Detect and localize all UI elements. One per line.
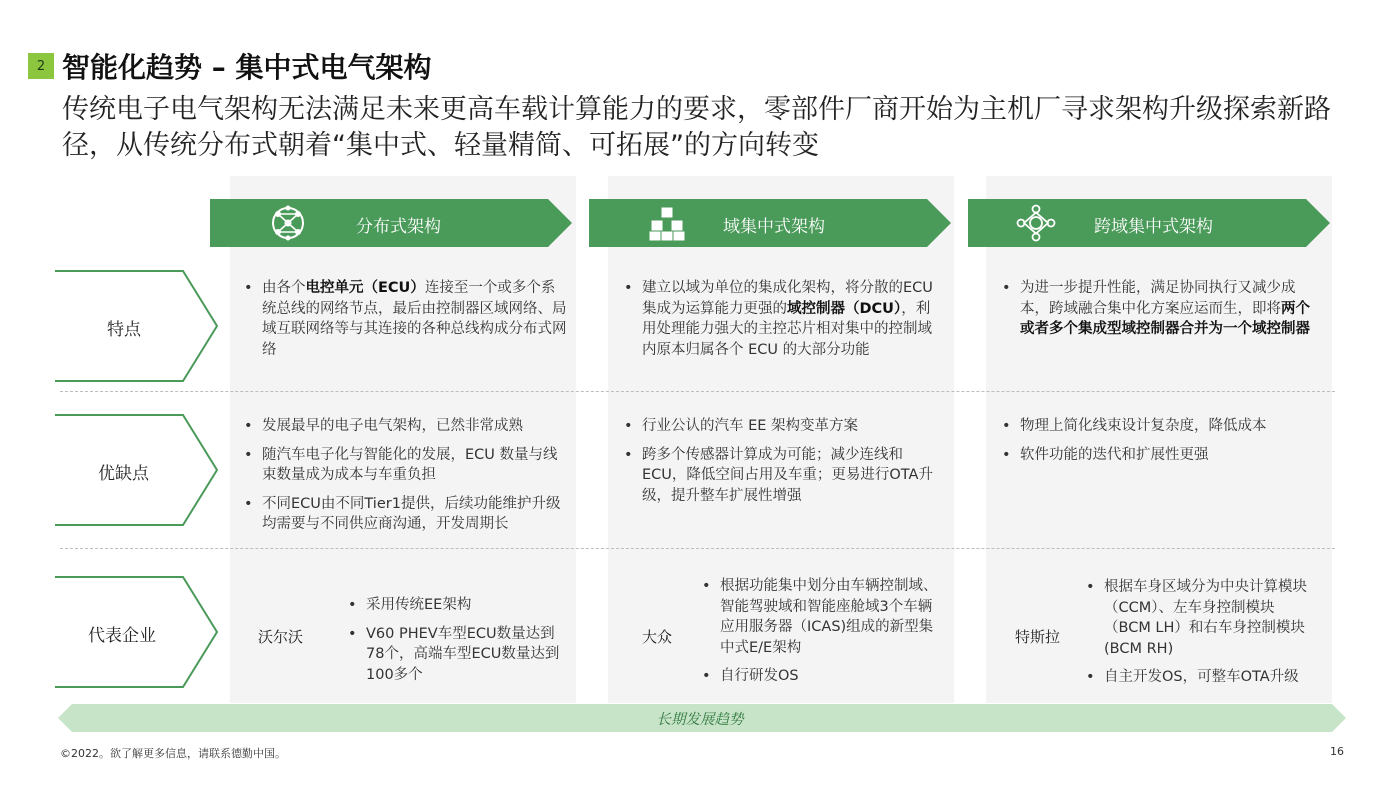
bullet-item: • 物理上简化线束设计复杂度，降低成本 (996, 416, 1322, 437)
bullet-item (996, 278, 1318, 340)
bullet-item: • 自行研发OS (696, 666, 946, 687)
column-label-cross-domain: 跨域集中式架构 (1094, 217, 1213, 237)
row-divider (60, 391, 1335, 392)
row-label-companies: 代表企业 (88, 626, 156, 646)
stacked-boxes-icon (647, 204, 687, 242)
row-label-pros-cons: 优缺点 (98, 464, 149, 484)
column-header-distributed (210, 199, 572, 247)
page-title: 智能化趋势 – 集中式电气架构 (62, 51, 432, 84)
company-name-volvo: 沃尔沃 (258, 628, 304, 646)
bullet-item: • 不同ECU由不同Tier1提供，后续功能维护升级均需要与不同供应商沟通，开发周期长 (238, 494, 568, 535)
bullet-item: • 随汽车电子化与智能化的发展，ECU 数量与线束数量成为成本与车重负担 (238, 445, 568, 486)
page-number: 16 (1330, 745, 1344, 758)
cell-features-cross-domain (996, 278, 1318, 348)
section-number-badge: 2 (28, 53, 54, 79)
cell-companies-domain (696, 576, 946, 695)
text-part: 建立以域为单位的集成化架构，将分散的ECU 集成为运算能力更强的 (642, 280, 933, 317)
connected-circles-icon (1016, 204, 1056, 242)
trend-label: 长期发展趋势 (656, 712, 744, 728)
cell-companies-distributed (342, 595, 568, 693)
bullet-item: • 软件功能的迭代和扩展性更强 (996, 445, 1322, 466)
text-part: ，利用处理能力强大的主控芯片相对集中的控制域内原本归属各个 ECU 的大部分功能 (642, 300, 932, 358)
text-emphasis: 两个或者多个集成型域控制器合并为一个域控制器 (1020, 300, 1310, 337)
cell-pros-cons-distributed (238, 416, 568, 543)
bullet-item: • 根据功能集中划分由车辆控制域、智能驾驶域和智能座舱域3个车辆应用服务器（ICAS)组成的新型集中式E/E架构 (696, 576, 946, 658)
cell-pros-cons-domain (618, 416, 944, 514)
column-header-cross-domain (968, 199, 1330, 247)
cell-features-domain (618, 278, 940, 368)
text-emphasis: 域控制器（DCU） (787, 300, 902, 317)
cell-features-distributed (238, 278, 568, 368)
company-name-volkswagen: 大众 (642, 628, 673, 646)
bullet-item: • 采用传统EE架构 (342, 595, 568, 616)
network-nodes-icon (268, 204, 308, 242)
column-label-distributed: 分布式架构 (356, 217, 441, 237)
row-divider (60, 548, 1335, 549)
text-emphasis: 电控单元（ECU） (305, 280, 425, 296)
bullet-item (238, 278, 568, 360)
bullet-item: • 自主开发OS，可整车OTA升级 (1080, 667, 1320, 688)
text-part: 为进一步提升性能，满足协同执行又减少成本，跨域融合集中化方案应运而生，即将 (1020, 280, 1296, 317)
text-part: 连接至一个或多个系统总线的网络节点，最后由控制器区域网络、局域互联网络等与其连接的各种总线构成分布式网络 (262, 280, 567, 358)
cell-pros-cons-cross-domain (996, 416, 1322, 473)
bullet-item: • 行业公认的汽车 EE 架构变革方案 (618, 416, 944, 437)
page-subtitle: 传统电子电气架构无法满足未来更高车载计算能力的要求，零部件厂商开始为主机厂寻求架构升级探索新路径，从传统分布式朝着“集中式、轻量精简、可拓展”的方向转变 (62, 94, 1331, 161)
bullet-item (618, 278, 940, 360)
column-label-domain: 域集中式架构 (723, 217, 825, 237)
text-part: 由各个 (262, 280, 306, 296)
cell-companies-cross-domain (1080, 577, 1320, 696)
column-header-domain (589, 199, 951, 247)
footer-copyright: ©2022。欲了解更多信息，请联系德勤中国。 (60, 747, 286, 760)
bullet-item: • 根据车身区域分为中央计算模块 （CCM）、左车身控制模块（BCM LH）和右车身控制模块(BCM RH) (1080, 577, 1320, 659)
bullet-item: • 发展最早的电子电气架构，已然非常成熟 (238, 416, 568, 437)
bullet-item: • V60 PHEV车型ECU数量达到78个，高端车型ECU数量达到100多个 (342, 624, 568, 686)
bullet-item: • 跨多个传感器计算成为可能；减少连线和ECU，降低空间占用及车重；更易进行OTA升级，提升整车扩展性增强 (618, 445, 944, 507)
company-name-tesla: 特斯拉 (1015, 628, 1061, 646)
row-label-features: 特点 (107, 320, 141, 340)
